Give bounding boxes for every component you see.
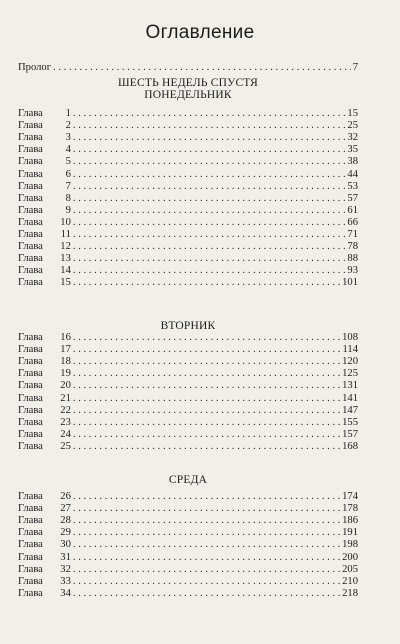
chapter-number: 25 xyxy=(60,440,71,452)
toc-entry-prologue xyxy=(18,62,358,73)
toc-entry xyxy=(18,156,358,167)
toc-entry xyxy=(18,169,358,180)
dot-leader xyxy=(73,344,341,355)
chapter-page: 71 xyxy=(347,229,358,240)
chapter-number: 21 xyxy=(60,392,71,404)
chapter-number: 30 xyxy=(60,539,71,551)
chapter-number: 1 xyxy=(65,108,71,119)
chapter-number: 22 xyxy=(60,404,71,416)
chapter-label xyxy=(18,217,71,228)
toc-entry xyxy=(18,144,358,155)
dot-leader xyxy=(73,193,346,204)
toc-entry xyxy=(18,380,358,391)
dot-leader xyxy=(73,417,340,428)
chapter-page: 93 xyxy=(347,265,358,277)
chapter-number: 24 xyxy=(60,428,71,440)
chapter-label xyxy=(18,181,71,192)
toc-entry xyxy=(18,527,358,538)
chapter-number: 7 xyxy=(65,180,71,192)
chapter-page: 15 xyxy=(347,108,358,119)
chapter-number: 19 xyxy=(60,368,71,380)
toc-entry xyxy=(18,356,358,367)
toc-entry xyxy=(18,552,358,563)
dot-leader xyxy=(73,564,340,575)
dot-leader xyxy=(73,539,340,550)
chapter-number: 18 xyxy=(60,356,71,368)
toc-entry xyxy=(18,417,358,428)
toc-entry xyxy=(18,564,358,575)
dot-leader xyxy=(73,588,340,599)
chapter-label xyxy=(18,527,71,538)
toc-entry xyxy=(18,368,358,379)
chapter-number: 32 xyxy=(60,563,71,575)
chapter-page: 125 xyxy=(342,368,358,380)
dot-leader xyxy=(73,576,340,587)
chapter-page: 157 xyxy=(342,428,358,440)
chapter-number: 12 xyxy=(60,241,71,253)
chapter-page: 174 xyxy=(342,491,358,502)
chapter-word: Глава xyxy=(18,204,43,216)
chapter-number: 6 xyxy=(65,168,71,180)
section-heading: ШЕСТЬ НЕДЕЛЬ СПУСТЯ xyxy=(118,77,258,89)
chapter-number: 17 xyxy=(60,344,71,356)
dot-leader xyxy=(73,241,346,252)
chapter-number: 27 xyxy=(60,503,71,515)
chapter-word: Глава xyxy=(18,132,43,144)
chapter-number: 15 xyxy=(60,277,71,289)
chapter-word: Глава xyxy=(18,332,43,343)
dot-leader xyxy=(73,132,346,143)
chapter-word: Глава xyxy=(18,229,43,240)
chapter-page: 32 xyxy=(347,132,358,144)
chapter-word: Глава xyxy=(18,380,43,392)
chapter-page: 155 xyxy=(342,416,358,428)
dot-leader xyxy=(73,405,340,416)
toc-entry xyxy=(18,181,358,192)
toc-entry xyxy=(18,344,358,355)
chapter-word: Глава xyxy=(18,575,43,587)
chapter-word: Глава xyxy=(18,404,43,416)
dot-leader xyxy=(73,265,346,276)
toc-entry xyxy=(18,217,358,228)
chapter-word: Глава xyxy=(18,108,43,119)
toc-entry xyxy=(18,393,358,404)
dot-leader xyxy=(73,205,346,216)
chapter-number: 20 xyxy=(60,380,71,392)
chapter-word: Глава xyxy=(18,503,43,515)
chapter-word: Глава xyxy=(18,527,43,539)
chapter-label xyxy=(18,539,71,550)
chapter-label xyxy=(18,515,71,526)
chapter-label xyxy=(18,253,71,264)
chapter-page: 168 xyxy=(342,440,358,452)
chapter-label xyxy=(18,120,71,131)
chapter-page: 178 xyxy=(342,503,358,515)
chapter-label xyxy=(18,368,71,379)
dot-leader xyxy=(73,277,340,288)
chapter-label xyxy=(18,332,71,343)
toc-entry xyxy=(18,265,358,276)
dot-leader xyxy=(73,368,340,379)
section-heading: СРЕДА xyxy=(168,474,208,486)
chapter-page: 131 xyxy=(342,380,358,392)
chapter-number: 5 xyxy=(65,156,71,168)
dot-leader xyxy=(73,515,340,526)
chapter-page: 205 xyxy=(342,563,358,575)
dot-leader xyxy=(73,120,346,131)
dot-leader xyxy=(73,253,346,264)
chapter-number: 26 xyxy=(60,491,71,502)
toc-entry xyxy=(18,229,358,240)
chapter-label xyxy=(18,393,71,404)
chapter-word: Глава xyxy=(18,416,43,428)
chapter-page: 66 xyxy=(347,216,358,228)
section-heading: ВТОРНИК xyxy=(160,320,216,332)
chapter-page: 101 xyxy=(342,277,358,289)
chapter-word: Глава xyxy=(18,144,43,156)
toc-entry xyxy=(18,277,358,288)
chapter-page: 114 xyxy=(342,344,358,356)
chapter-number: 34 xyxy=(60,587,71,599)
chapter-label xyxy=(18,441,71,452)
chapter-word: Глава xyxy=(18,551,43,563)
chapter-word: Глава xyxy=(18,491,43,502)
toc-entry xyxy=(18,132,358,143)
chapter-page: 120 xyxy=(342,356,358,368)
chapter-label xyxy=(18,576,71,587)
chapter-word: Глава xyxy=(18,587,43,599)
chapter-word: Глава xyxy=(18,277,43,289)
toc-entry-label: Пролог xyxy=(18,62,52,73)
dot-leader xyxy=(73,441,340,452)
chapter-label xyxy=(18,344,71,355)
chapter-label xyxy=(18,277,71,288)
toc-entry xyxy=(18,120,358,131)
chapter-label xyxy=(18,108,71,119)
chapter-number: 2 xyxy=(65,120,71,132)
dot-leader xyxy=(73,380,340,391)
chapter-page: 53 xyxy=(347,180,358,192)
chapter-number: 28 xyxy=(60,515,71,527)
chapter-word: Глава xyxy=(18,515,43,527)
chapter-word: Глава xyxy=(18,120,43,132)
chapter-number: 23 xyxy=(60,416,71,428)
chapter-label xyxy=(18,156,71,167)
chapter-label xyxy=(18,429,71,440)
chapter-number: 10 xyxy=(60,216,71,228)
chapter-label xyxy=(18,169,71,180)
chapter-page: 61 xyxy=(347,204,358,216)
dot-leader xyxy=(73,429,340,440)
toc-entry xyxy=(18,491,358,502)
toc-entry xyxy=(18,429,358,440)
chapter-number: 16 xyxy=(60,332,71,343)
dot-leader xyxy=(73,144,346,155)
chapter-page: 57 xyxy=(347,192,358,204)
chapter-page: 198 xyxy=(342,539,358,551)
chapter-number: 29 xyxy=(60,527,71,539)
dot-leader xyxy=(73,356,340,367)
chapter-page: 191 xyxy=(342,527,358,539)
chapter-word: Глава xyxy=(18,392,43,404)
chapter-number: 8 xyxy=(65,192,71,204)
toc-entry xyxy=(18,108,358,119)
chapter-label xyxy=(18,193,71,204)
chapter-word: Глава xyxy=(18,539,43,551)
chapter-label xyxy=(18,417,71,428)
chapter-word: Глава xyxy=(18,241,43,253)
chapter-label xyxy=(18,491,71,502)
dot-leader xyxy=(73,393,340,404)
dot-leader xyxy=(73,491,340,502)
chapter-label xyxy=(18,205,71,216)
chapter-label xyxy=(18,552,71,563)
dot-leader xyxy=(53,62,351,73)
chapter-number: 11 xyxy=(60,229,71,240)
dot-leader xyxy=(73,503,340,514)
chapter-word: Глава xyxy=(18,265,43,277)
toc-entry-page: 7 xyxy=(352,62,358,73)
chapter-page: 88 xyxy=(347,253,358,265)
chapter-label xyxy=(18,265,71,276)
toc-entry xyxy=(18,576,358,587)
chapter-label xyxy=(18,503,71,514)
toc-entry xyxy=(18,193,358,204)
chapter-page: 25 xyxy=(347,120,358,132)
chapter-number: 14 xyxy=(60,265,71,277)
chapter-label xyxy=(18,241,71,252)
chapter-word: Глава xyxy=(18,440,43,452)
dot-leader xyxy=(73,108,346,119)
chapter-page: 218 xyxy=(342,587,358,599)
chapter-label xyxy=(18,564,71,575)
chapter-label xyxy=(18,380,71,391)
toc-entry xyxy=(18,241,358,252)
chapter-word: Глава xyxy=(18,168,43,180)
dot-leader xyxy=(73,332,340,343)
dot-leader xyxy=(73,181,346,192)
toc-entry xyxy=(18,503,358,514)
chapter-word: Глава xyxy=(18,156,43,168)
chapter-page: 38 xyxy=(347,156,358,168)
toc-entry xyxy=(18,539,358,550)
chapter-page: 78 xyxy=(347,241,358,253)
chapter-word: Глава xyxy=(18,368,43,380)
dot-leader xyxy=(73,156,346,167)
chapter-number: 3 xyxy=(65,132,71,144)
chapter-word: Глава xyxy=(18,356,43,368)
toc-entry xyxy=(18,441,358,452)
chapter-label xyxy=(18,132,71,143)
chapter-word: Глава xyxy=(18,428,43,440)
toc-entry xyxy=(18,515,358,526)
dot-leader xyxy=(73,229,346,240)
chapter-label xyxy=(18,229,71,240)
toc-entry xyxy=(18,588,358,599)
chapter-label xyxy=(18,405,71,416)
dot-leader xyxy=(73,169,346,180)
toc-title: Оглавление xyxy=(145,22,255,43)
chapter-number: 31 xyxy=(60,551,71,563)
section-heading: ПОНЕДЕЛЬНИК xyxy=(144,89,232,101)
chapter-number: 9 xyxy=(65,204,71,216)
chapter-page: 44 xyxy=(347,168,358,180)
chapter-number: 4 xyxy=(65,144,71,156)
chapter-number: 33 xyxy=(60,575,71,587)
chapter-page: 186 xyxy=(342,515,358,527)
chapter-word: Глава xyxy=(18,180,43,192)
chapter-label xyxy=(18,356,71,367)
chapter-label xyxy=(18,588,71,599)
chapter-label xyxy=(18,144,71,155)
chapter-number: 13 xyxy=(60,253,71,265)
chapter-word: Глава xyxy=(18,563,43,575)
toc-entry xyxy=(18,405,358,416)
dot-leader xyxy=(73,552,340,563)
toc-entry xyxy=(18,332,358,343)
dot-leader xyxy=(73,527,340,538)
chapter-word: Глава xyxy=(18,192,43,204)
chapter-word: Глава xyxy=(18,253,43,265)
chapter-word: Глава xyxy=(18,344,43,356)
chapter-page: 108 xyxy=(342,332,358,343)
chapter-page: 141 xyxy=(342,392,358,404)
dot-leader xyxy=(73,217,346,228)
chapter-page: 147 xyxy=(342,404,358,416)
chapter-word: Глава xyxy=(18,216,43,228)
chapter-page: 200 xyxy=(342,551,358,563)
chapter-page: 210 xyxy=(342,575,358,587)
chapter-page: 35 xyxy=(347,144,358,156)
toc-entry xyxy=(18,205,358,216)
toc-entry xyxy=(18,253,358,264)
